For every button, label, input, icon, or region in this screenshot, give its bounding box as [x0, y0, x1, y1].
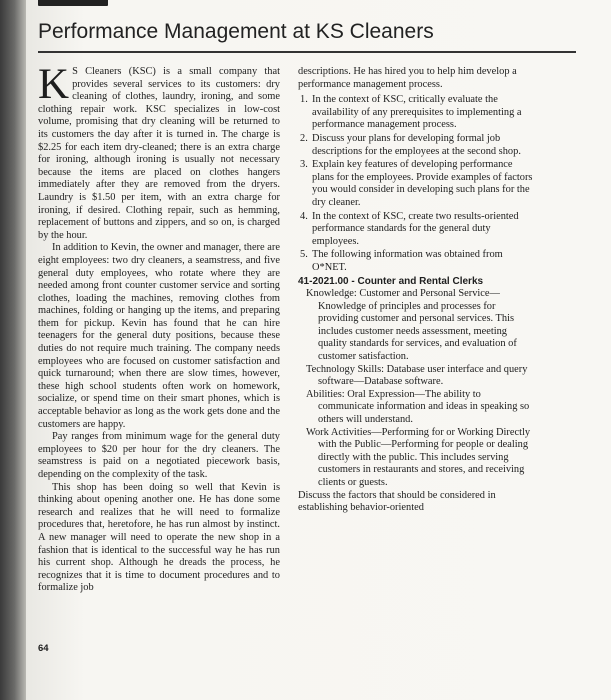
onet-work-activities: Work Activities—Performing for or Working Directly with the Public—Performing for people or dealing directly with the public. This includes serving customers in restaurants and stores, and receiving clients or guests. — [306, 426, 531, 488]
question-item — [298, 249, 536, 274]
left-column — [38, 61, 280, 595]
question-text: Explain key features of developing performance plans for the employees. Provide examples of factors you would consider in developing such plans for the dry cleaner. — [312, 159, 533, 208]
question-item — [298, 133, 536, 158]
question-item — [298, 159, 536, 209]
question-text: In the context of KSC, critically evaluate the availability of any prerequisites to implementing a performance management process. — [312, 94, 522, 131]
question-number: 5. — [300, 249, 308, 261]
right-column — [298, 66, 536, 515]
intro-text: descriptions. He has hired you to help him develop a performance management process. — [298, 66, 517, 90]
paragraph-1-text: S Cleaners (KSC) is a small company that provides several services to its customers: dry cleaning of clothes, laundry, ironing, and some clothing repair work. KSC specializes in low-cost volume, promising that dry cleaning will be returned to its customers the day after it is turned in. The charge is $2.25 for each item dry-cleaned; there is an extra charge for ironing, although ironing is usually not necessary because the items are placed on clothes hangers immediately after they are removed from the dryers. Laundry is $1.50 per item, with an extra charge for ironing, if desired. Clothing repair, such as hemming, replacement of buttons and zippers, and so on, is charged by the hour. — [38, 66, 280, 241]
paragraph-2: In addition to Kevin, the owner and manager, there are eight employees: two dry cleaners, a seamstress, and five general duty employees, who rotate where they are needed among front counter customer service and sorting clothes, loading the machines, removing clothes from machines, folding or hanging up the items, and preparing them for pickup. Kevin has found that he can hire teenagers for the general duty positions, because these duties do not require much training. The company needs employees who are focused on customer satisfaction and quick turnaround; when there are slow times, however, these high school students often work on homework, socialize, or spend time on their smart phones, which is acceptable behavior as long as the work gets done and the customers are happy. — [38, 242, 280, 430]
question-number: 4. — [300, 210, 308, 222]
book-spine — [0, 0, 26, 700]
question-number: 3. — [300, 159, 308, 171]
onet-technology-skills: Technology Skills: Database user interface and query software—Database software. — [306, 363, 528, 388]
question-number: 1. — [300, 94, 308, 106]
question-item — [298, 211, 536, 249]
question-item — [298, 94, 536, 132]
paragraph-3: Pay ranges from minimum wage for the general duty employees to $20 per hour for the dry cleaners. The seamstress is paid on a negotiated piecework basis, depending on the complexity of the task. — [38, 431, 280, 480]
paragraph-4: This shop has been doing so well that Kevin is thinking about opening another one. He has done some research and realizes that he will need to formalize procedures that, heretofore, he has run almost by instinct. A new manager will need to operate the new shop in a fashion that is identical to the successful way he has run his current shop. Although he dreads the process, he recognizes that it is time to document procedures and to formalize job — [38, 481, 280, 594]
onet-abilities: Abilities: Oral Expression—The ability to communicate information and ideas in speaking so others will understand. — [306, 388, 530, 426]
question-list — [298, 94, 536, 274]
question-text: In the context of KSC, create two results-oriented performance standards for the general duty employees. — [312, 210, 519, 247]
onet-knowledge: Knowledge: Customer and Personal Service—Knowledge of principles and processes for providing customer and personal services. This includes customer needs assessment, meeting quality standards for services, and evaluation of customer satisfaction. — [306, 288, 517, 363]
page-title: Performance Management at KS Cleaners — [38, 20, 434, 43]
question-text: The following information was obtained from O*NET. — [312, 249, 503, 273]
onet-occupation-title: 41-2021.00 - Counter and Rental Clerks — [298, 275, 484, 287]
title-rule — [38, 51, 576, 53]
closing-text: Discuss the factors that should be considered in establishing behavior-oriented — [298, 489, 496, 514]
page-number: 64 — [38, 643, 49, 654]
dropcap: K — [38, 61, 70, 108]
case-study-header-stub — [38, 0, 108, 6]
paragraph-1 — [38, 61, 280, 242]
question-text: Discuss your plans for developing formal job descriptions for the employees at the second shop. — [312, 132, 521, 157]
question-number: 2. — [300, 132, 308, 144]
